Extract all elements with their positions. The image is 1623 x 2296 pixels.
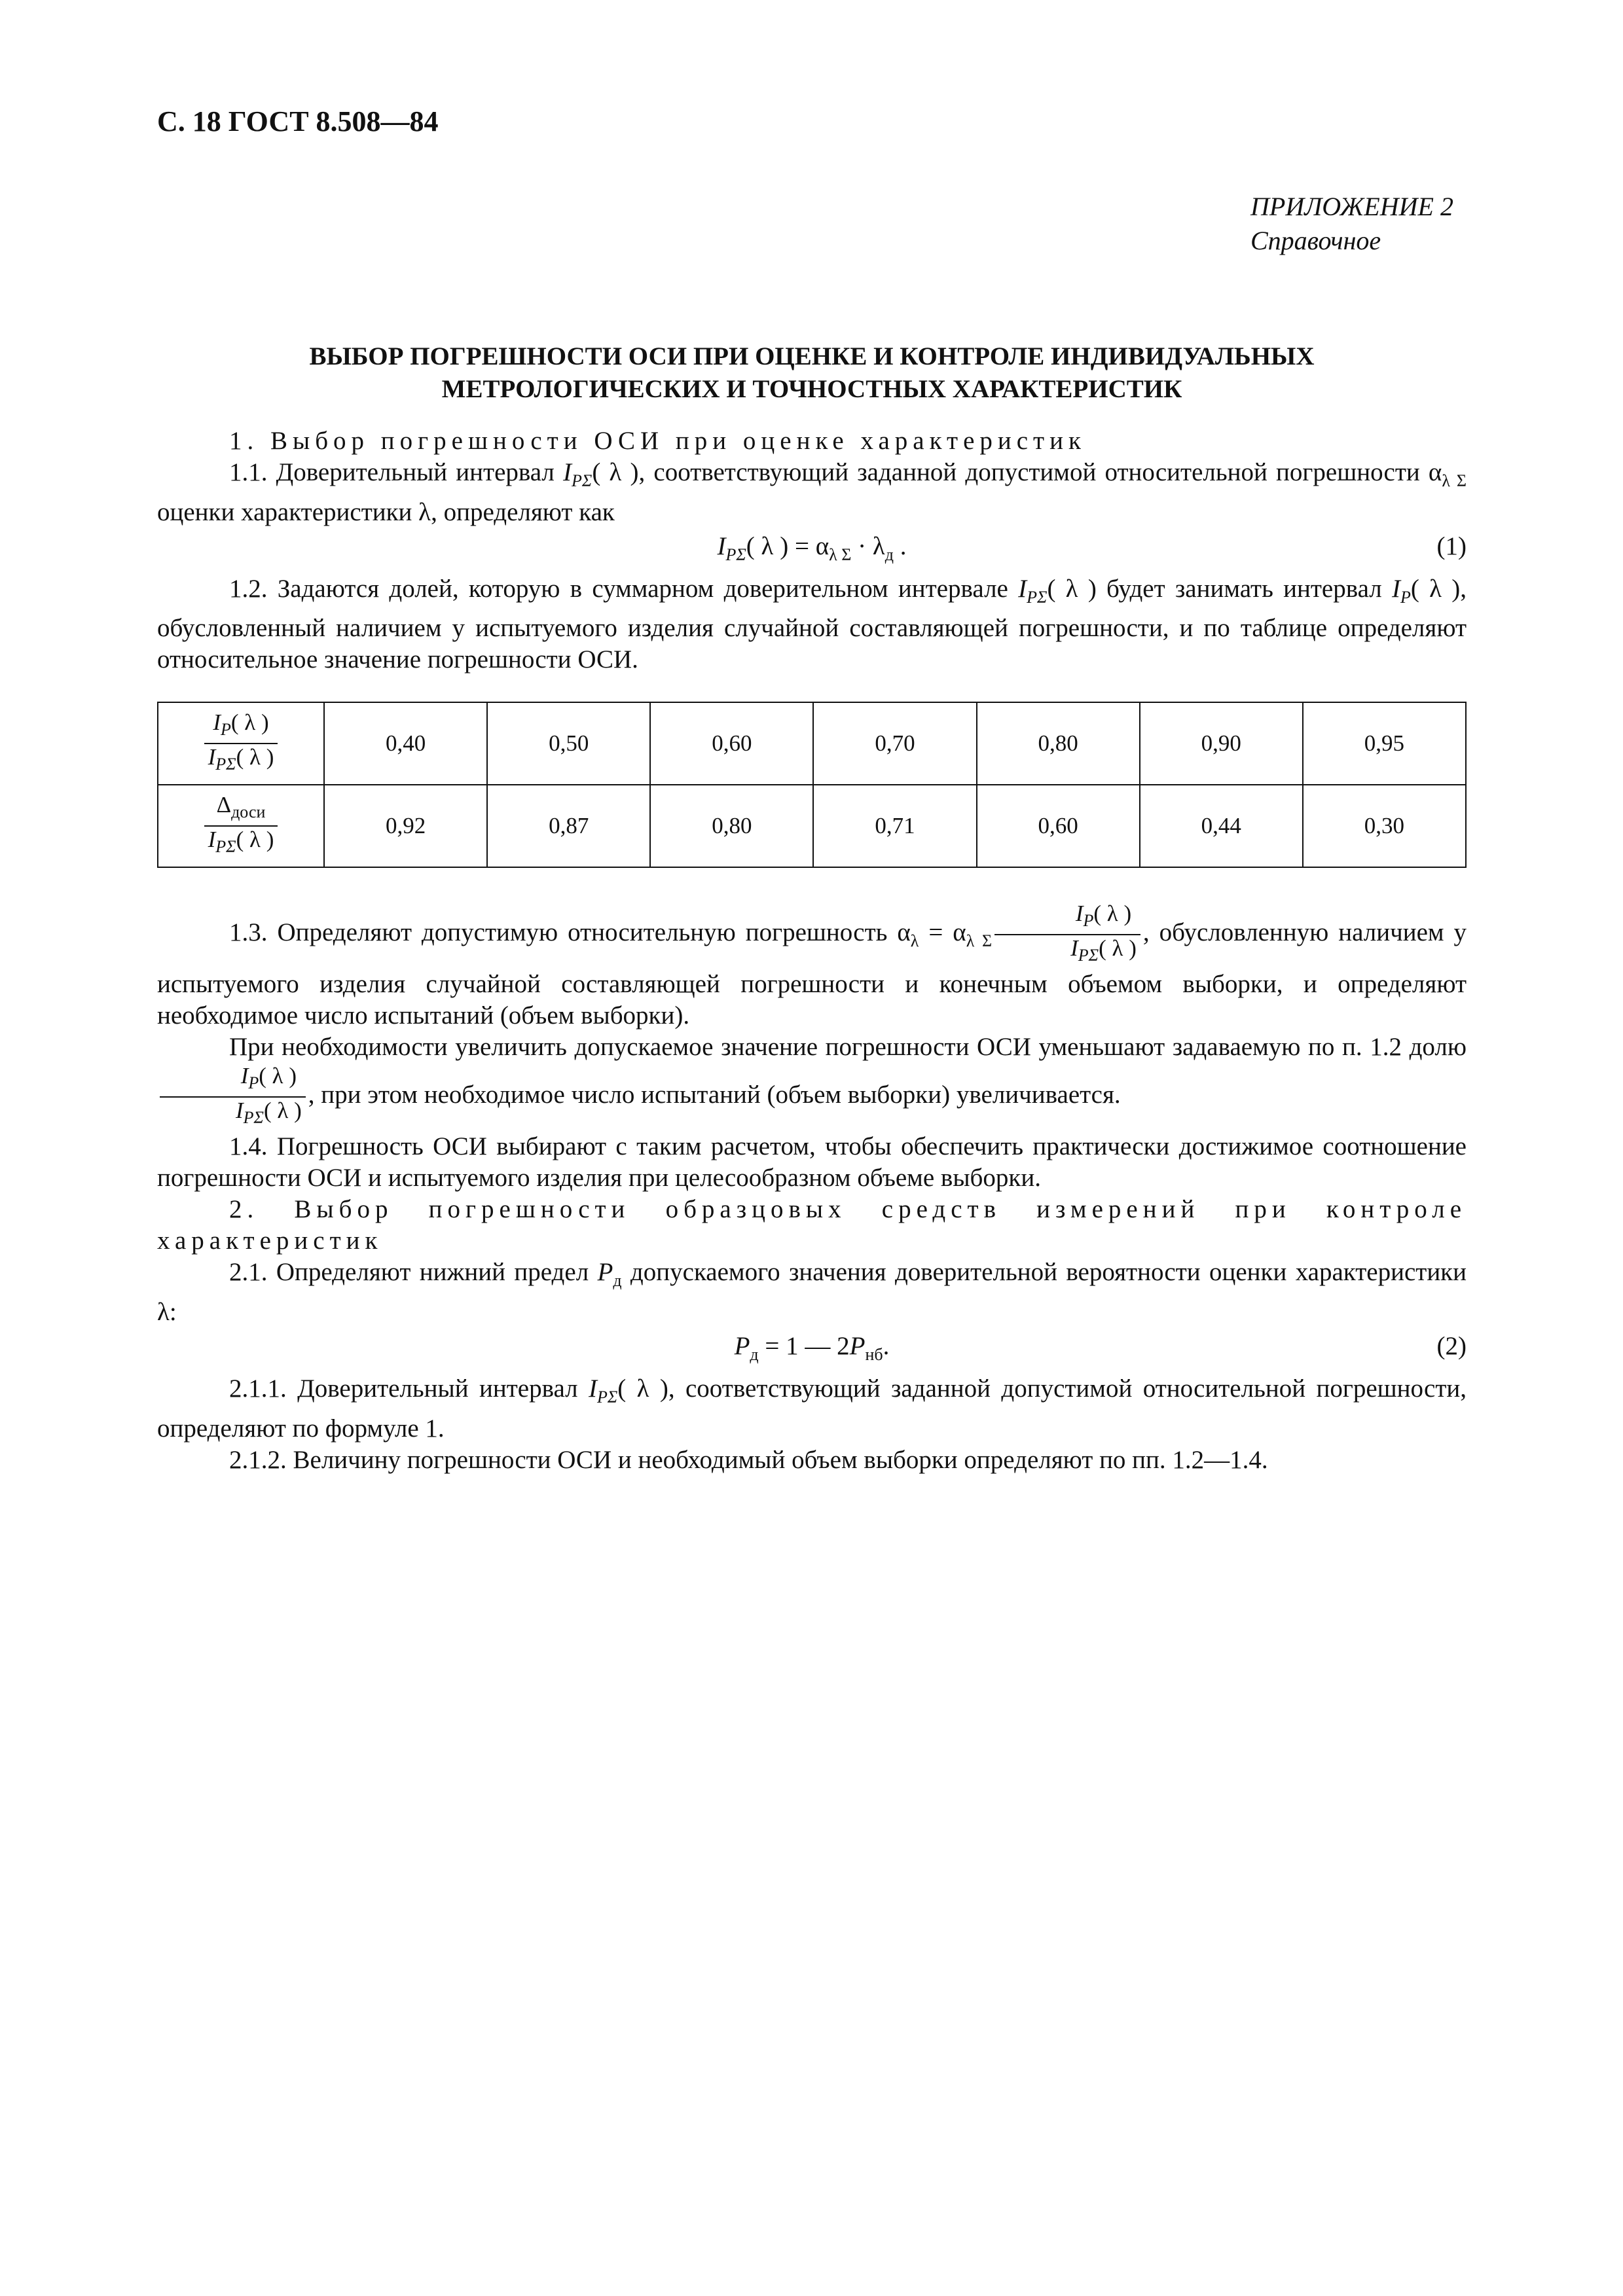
- text: 2.1.1. Доверительный интервал: [229, 1374, 589, 1403]
- symbol: ( λ ): [1410, 574, 1461, 603]
- paragraph-2-1-1: [157, 1373, 1467, 1444]
- symbol: PΣ: [725, 545, 746, 564]
- symbol: PΣ: [1078, 946, 1099, 965]
- symbol: α: [953, 918, 966, 947]
- document-body: [157, 425, 1467, 1476]
- fraction: [160, 1063, 306, 1131]
- symbol: I: [1018, 574, 1027, 603]
- text: =: [788, 531, 816, 560]
- text: ·: [851, 531, 873, 560]
- symbol: Δ: [216, 792, 232, 818]
- symbol: PΣ: [215, 837, 236, 857]
- table-cell: 0,44: [1140, 785, 1303, 867]
- table-cell: 0,80: [650, 785, 813, 867]
- text: =: [919, 918, 953, 947]
- symbol: PΣ: [596, 1387, 618, 1407]
- symbol: P: [849, 1332, 866, 1361]
- equation-number-2: (2): [1436, 1332, 1467, 1361]
- symbol: ( λ ): [1099, 935, 1137, 961]
- text: , при этом необходимое число испытаний (объем выборки) увеличивается.: [308, 1081, 1121, 1109]
- symbol: ( λ ): [230, 709, 269, 736]
- title-line-2: МЕТРОЛОГИЧЕСКИХ И ТОЧНОСТНЫХ ХАРАКТЕРИСТИК: [441, 375, 1182, 403]
- symbol: P: [1400, 587, 1411, 607]
- symbol: I: [1391, 574, 1400, 603]
- symbol: доси: [231, 802, 266, 822]
- symbol: ( λ ): [236, 827, 274, 853]
- text: 1.2. Задаются долей, которую в суммарном доверительном интервале: [229, 574, 1019, 603]
- table-cell: 0,40: [324, 702, 487, 785]
- symbol: λ: [872, 531, 885, 560]
- paragraph-1-3-note: [157, 1031, 1467, 1131]
- symbol: ( λ ): [1047, 574, 1097, 603]
- table-cell: 0,92: [324, 785, 487, 867]
- symbol: ( λ ): [236, 744, 274, 770]
- symbol: PΣ: [572, 471, 593, 490]
- fraction: [204, 709, 278, 778]
- paragraph-1-1: [157, 457, 1467, 528]
- symbol: PΣ: [1027, 587, 1048, 607]
- table-cell: 0,87: [487, 785, 650, 867]
- text: допускаемого значения доверительной вероятности оценки характеристики λ:: [157, 1258, 1467, 1327]
- text: , обусловленный наличием у испытуемого изделия случайной составляющей погрешности, и по таблице определяют относительное значение погрешности ОСИ.: [157, 574, 1467, 674]
- symbol: I: [717, 531, 726, 560]
- table-cell: 0,80: [977, 702, 1140, 785]
- section-title: [157, 340, 1467, 406]
- symbol: α: [815, 531, 830, 560]
- text: 1.1. Доверительный интервал: [229, 458, 564, 486]
- symbol: P: [248, 1073, 259, 1093]
- table-row: [158, 702, 1466, 785]
- symbol: λ: [910, 931, 919, 951]
- table-cell: 0,70: [813, 702, 976, 785]
- paragraph-1-3: [157, 901, 1467, 1031]
- symbol: λ Σ: [829, 545, 852, 564]
- symbol: I: [1070, 935, 1078, 961]
- symbol: PΣ: [243, 1108, 264, 1128]
- symbol: I: [588, 1374, 597, 1403]
- symbol: ( λ ): [259, 1063, 297, 1089]
- symbol: λ Σ: [1442, 471, 1467, 490]
- symbol: α: [897, 918, 911, 947]
- symbol: I: [1075, 901, 1084, 927]
- appendix-number: ПРИЛОЖЕНИЕ 2: [1250, 192, 1453, 221]
- symbol: PΣ: [215, 755, 236, 774]
- symbol: ( λ ): [592, 458, 639, 486]
- section-1-heading: 1. Выбор погрешности ОСИ при оценке характеристик: [229, 427, 1086, 455]
- text: 1.3. Определяют допустимую относительную погрешность: [229, 918, 898, 947]
- symbol: I: [208, 744, 216, 770]
- text: .: [883, 1332, 890, 1361]
- table-cell: 0,60: [977, 785, 1140, 867]
- symbol: ( λ ): [617, 1374, 668, 1403]
- fraction: [204, 792, 278, 860]
- symbol: I: [563, 458, 572, 486]
- fraction: [994, 901, 1140, 969]
- text: При необходимости увеличить допускаемое значение погрешности ОСИ уменьшают задаваемую по п. 1.2 долю: [229, 1033, 1467, 1062]
- text: 2.1. Определяют нижний предел: [229, 1258, 598, 1287]
- section-2-heading: 2. Выбор погрешности образцовых средств измерений при контроле характеристик: [157, 1195, 1467, 1255]
- text: , соответствующий заданной допустимой относительной погрешности, определяют по формуле 1.: [157, 1374, 1467, 1443]
- symbol: ( λ ): [746, 531, 789, 560]
- table-cell: 0,50: [487, 702, 650, 785]
- symbol: I: [240, 1063, 249, 1089]
- appendix-label: [1250, 190, 1467, 258]
- symbol: ( λ ): [1093, 901, 1132, 927]
- text: будет занимать интервал: [1096, 574, 1392, 603]
- text: .: [894, 531, 907, 560]
- symbol: P: [1083, 911, 1094, 931]
- title-line-1: ВЫБОР ПОГРЕШНОСТИ ОСИ ПРИ ОЦЕНКЕ И КОНТРОЛЕ ИНДИВИДУАЛЬНЫХ: [309, 342, 1315, 370]
- symbol: д: [884, 545, 894, 564]
- symbol: ( λ ): [264, 1098, 302, 1124]
- equation-number-1: (1): [1436, 531, 1467, 560]
- formula-1: [157, 531, 1467, 571]
- paragraph-1-2: [157, 573, 1467, 676]
- paragraph-1-4: 1.4. Погрешность ОСИ выбирают с таким расчетом, чтобы обеспечить практически достижимое соотношение погрешности ОСИ и испытуемого изделия при целесообразном объеме выборки.: [157, 1132, 1467, 1193]
- symbol: д: [750, 1344, 759, 1364]
- symbol: λ Σ: [966, 931, 993, 951]
- symbol: д: [613, 1271, 622, 1291]
- ratio-table: [157, 702, 1467, 868]
- table-cell: 0,95: [1303, 702, 1466, 785]
- formula-2: [157, 1331, 1467, 1371]
- page-header: С. 18 ГОСТ 8.508—84: [157, 105, 439, 137]
- text: , соответствующий заданной допустимой относительной погрешности: [638, 458, 1429, 486]
- appendix-type: Справочное: [1250, 226, 1381, 255]
- symbol: нб: [865, 1344, 883, 1364]
- row-1-header: [158, 702, 324, 785]
- symbol: I: [213, 709, 221, 736]
- text: , обусловленную наличием у испытуемого изделия случайной составляющей погрешности и конечным объемом выборки, и определяют необходимое число испытаний (объем выборки).: [157, 918, 1467, 1030]
- row-2-header: [158, 785, 324, 867]
- table-cell: 0,60: [650, 702, 813, 785]
- text: = 1 — 2: [758, 1332, 850, 1361]
- symbol: I: [236, 1098, 244, 1124]
- paragraph-2-1: [157, 1257, 1467, 1328]
- paragraph-2-1-2: 2.1.2. Величину погрешности ОСИ и необходимый объем выборки определяют по пп. 1.2—1.4.: [229, 1445, 1268, 1474]
- symbol: P: [220, 720, 231, 740]
- symbol: α: [1428, 458, 1442, 486]
- table-cell: 0,90: [1140, 702, 1303, 785]
- symbol: I: [208, 827, 216, 853]
- table-cell: 0,71: [813, 785, 976, 867]
- text: оценки характеристики λ, определяют как: [157, 497, 615, 526]
- symbol: P: [597, 1258, 613, 1287]
- symbol: P: [734, 1332, 750, 1361]
- table-cell: 0,30: [1303, 785, 1466, 867]
- table-row: [158, 785, 1466, 867]
